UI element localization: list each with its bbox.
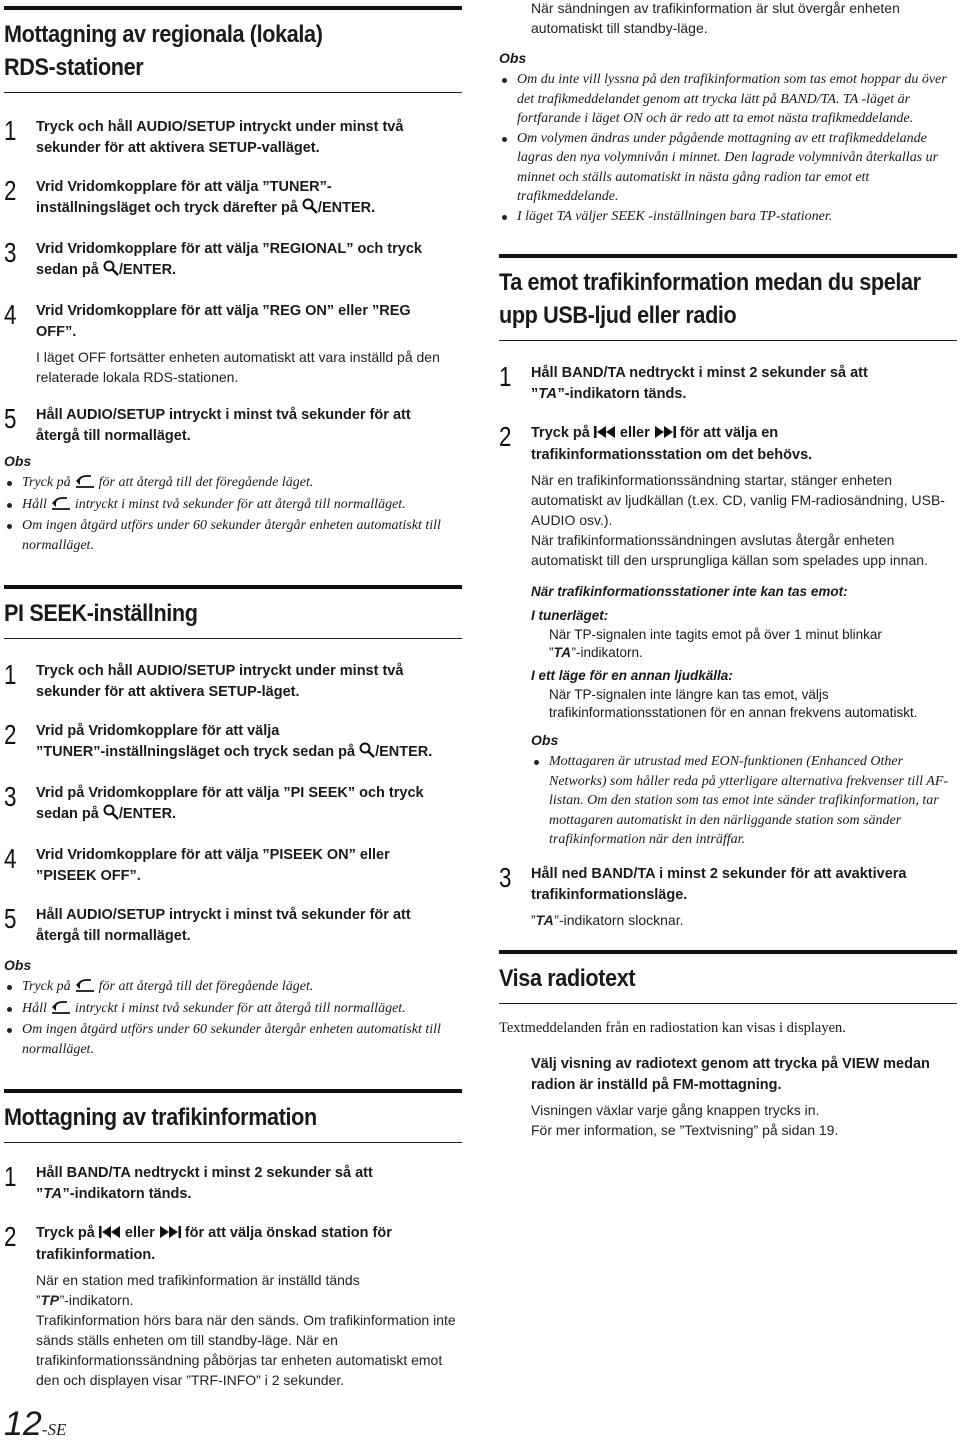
obs-label: Obs [4,453,32,469]
step-text: ”TUNER”-inställningsläget och tryck sedan på /ENTER. [36,742,462,765]
step-text: inställningsläget och tryck därefter på /ENTER. [36,198,462,221]
step-5 [4,905,462,947]
step-text: Vrid på Vridomkopplare för att välja [36,723,280,739]
continued-text: När sändningen av trafikinformation är slut övergår enheten automatiskt till standby-läge. [531,0,900,36]
step-3 [4,239,462,283]
section-rule [4,1089,462,1093]
skip-next-icon [159,1224,181,1245]
step-note: När en station med trafikinformation är inställd tänds [36,1272,360,1288]
ta-indicator: TA [538,386,558,402]
step-number: 5 [4,903,17,934]
obs-list [499,70,957,226]
list-item: Tryck på för att återgå till det föregående läget. [4,473,462,495]
step-1 [4,1163,462,1205]
list-item: Om volymen ändras under pågående mottagning av ett trafikmeddelande lagras den nya volymnivån i minnet. Den lagrade volymnivån återkallas ur minnet och ställs automatiskt in nästa gång radion tar emot ett trafikmeddelande. [499,129,957,207]
back-arrow-icon [51,496,71,517]
step-3 [4,783,462,827]
back-arrow-icon [75,978,95,999]
step-number: 3 [4,237,17,268]
step-text: Håll BAND/TA nedtryckt i minst 2 sekunder så att [531,365,868,381]
subheading: I ett läge för en annan ljudkälla: [531,668,733,683]
step-text: Tryck och håll AUDIO/SETUP intryckt under minst två [36,663,404,679]
step-note: För mer information, se ”Textvisning” på sidan 19. [531,1121,839,1138]
step-text: Vrid Vridomkopplare för att välja ”TUNER”- [36,179,332,195]
left-column [4,0,462,1390]
step-note: ”TA”-indikatorn slocknar. [531,911,684,928]
right-column [499,0,957,1140]
section-title-radiotext: Visa radiotext [499,964,636,992]
section-rule [4,6,462,10]
back-arrow-icon [75,474,95,495]
step-1 [499,363,957,405]
step-2 [4,1223,462,1390]
step-note: Trafikinformation hörs bara när den sänds. Om trafikinformation inte sänds ställs enheten om till standby-läge. När en trafikinformationssändning påbörjas tar enheten automatiskt emot den och displayen visar ”TRF-INFO” i 2 sekunder. [36,1312,456,1388]
step-5 [4,405,462,447]
list-item: Om ingen åtgärd utförs under 60 sekunder återgår enheten automatiskt till normalläget. [4,516,462,555]
step-number: 3 [4,781,17,812]
step-text: ”PISEEK OFF”. [36,868,141,884]
section-title-usb-traffic: Ta emot trafikinformation medan du spelar upp USB-ljud eller radio [499,269,921,329]
step-text: ”TA”-indikatorn tänds. [531,386,687,402]
tp-indicator: TP [40,1292,60,1308]
step-2 [4,177,462,221]
step-text: Vrid Vridomkopplare för att välja ”REGIONAL” och tryck [36,241,422,257]
step-1 [4,661,462,703]
step-text: radion är inställd på FM-mottagning. [531,1076,782,1093]
step-text: sedan på /ENTER. [36,260,462,283]
step-text: sekunder för att aktivera SETUP-valläget. [36,140,320,156]
step-number: 1 [4,1161,17,1192]
list-item: Håll intryckt i minst två sekunder för att återgå till normalläget. [4,999,462,1021]
search-icon [103,804,119,827]
step-number: 3 [499,861,512,893]
section-underline [499,340,957,341]
step-text: sekunder för att aktivera SETUP-läget. [36,684,300,700]
section-title-regional: Mottagning av regionala (lokala) RDS-stationer [4,21,323,81]
step-2 [499,423,957,850]
skip-previous-icon [99,1224,121,1245]
step-text: Vrid Vridomkopplare för att välja ”PISEEK ON” eller [36,847,390,863]
intro-text: Textmeddelanden från en radiostation kan visas i displayen. [499,1019,846,1036]
list-item: Om ingen åtgärd utförs under 60 sekunder återgår enheten automatiskt till normalläget. [4,1020,462,1059]
obs-label: Obs [4,957,32,973]
ta-indicator: TA [535,911,555,928]
list-item: Om du inte vill lyssna på den trafikinformation som tas emot hoppar du över det trafikmeddelandet genom att trycka lätt på BAND/TA. TA -läget är fortfarande i läget ON och är redo att ta emot nästa trafikmeddelande. [499,70,957,129]
step-text: Vrid på Vridomkopplare för att välja ”PI SEEK” och tryck [36,785,424,801]
section-rule [499,254,957,258]
page-number: 12-SE [4,1405,67,1443]
step-single [499,1054,957,1140]
step-note: Visningen växlar varje gång knappen trycks in. [531,1101,820,1118]
obs-list [531,752,957,850]
step-number: 2 [4,719,17,750]
section-title-piseek: PI SEEK-inställning [4,600,198,627]
step-text: Tryck på eller för att välja önskad station för [36,1223,462,1245]
step-text: trafikinformationsstation om det behövs. [531,447,813,463]
search-icon [359,742,375,765]
subheading: När trafikinformationsstationer inte kan tas emot: [531,584,848,599]
obs-label: Obs [531,732,559,748]
step-text: trafikinformationsläge. [531,886,688,903]
section-rule [499,950,957,954]
sub-text: När TP-signalen inte tagits emot på över 1 minut blinkar ”TA”-indikatorn. [549,627,882,660]
step-text: Tryck och håll AUDIO/SETUP intryckt under minst två [36,119,404,135]
step-number: 5 [4,403,17,434]
search-icon [103,260,119,283]
ta-indicator: TA [553,645,572,660]
obs-label: Obs [499,50,527,66]
step-number: 4 [4,299,17,330]
step-number: 2 [4,175,17,206]
step-text: återgå till normalläget. [36,928,191,944]
step-number: 2 [499,421,512,452]
step-text: Håll ned BAND/TA i minst 2 sekunder för att avaktivera [531,865,907,882]
section-title-traffic: Mottagning av trafikinformation [4,1104,317,1131]
step-text: Håll BAND/TA nedtryckt i minst 2 sekunder så att [36,1165,373,1181]
obs-list [4,977,462,1059]
step-text: ”TA”-indikatorn tänds. [36,1186,192,1202]
step-note: När trafikinformationssändningen avslutas återgår enheten automatiskt till den ursprungliga källan som spelades upp innan. [531,532,928,568]
search-icon [302,198,318,221]
step-4 [4,301,462,387]
step-1 [4,117,462,159]
step-text: trafikinformation. [36,1247,156,1263]
step-4 [4,845,462,887]
step-number: 1 [4,659,17,690]
list-item: Håll intryckt i minst två sekunder för att återgå till normalläget. [4,495,462,517]
section-underline [4,638,462,639]
step-2 [4,721,462,765]
step-note: ”TP”-indikatorn. [36,1292,134,1308]
step-3 [499,861,957,930]
list-item: I läget TA väljer SEEK -inställningen bara TP-stationer. [499,207,957,227]
section-underline [4,92,462,93]
step-number: 1 [4,115,17,146]
sub-text: När TP-signalen inte längre kan tas emot, väljs trafikinformationsstationen för en annan frekvens automatiskt. [549,687,918,720]
step-text: Vrid Vridomkopplare för att välja ”REG ON” eller ”REG [36,303,411,319]
obs-list [4,473,462,555]
step-text: Håll AUDIO/SETUP intryckt i minst två sekunder för att [36,407,411,423]
step-text: Tryck på eller för att välja en [531,423,957,445]
step-note: I läget OFF fortsätter enheten automatiskt att vara inställd på den relaterade lokala RDS-stationen. [36,349,440,385]
step-text: sedan på /ENTER. [36,804,462,827]
skip-previous-icon [594,424,616,445]
section-underline [4,1142,462,1143]
step-text: Håll AUDIO/SETUP intryckt i minst två sekunder för att [36,907,411,923]
step-text: Välj visning av radiotext genom att trycka på VIEW medan [531,1055,930,1072]
step-text: återgå till normalläget. [36,428,191,444]
step-text: OFF”. [36,324,77,340]
section-rule [4,585,462,589]
step-number: 1 [499,361,512,392]
list-item: Tryck på för att återgå till det föregående läget. [4,977,462,999]
list-item: Mottagaren är utrustad med EON-funktionen (Enhanced Other Networks) som håller reda på ytterligare alternativa frekvenser till AF-listan. Om den station som tas emot inte sänder trafikinformation, tar mottagaren automatiskt in den närliggande station som sänder trafikinformation när den inträffar. [531,752,957,850]
skip-next-icon [654,424,676,445]
step-number: 2 [4,1221,17,1252]
section-underline [499,1003,957,1004]
step-note: När en trafikinformationssändning startar, stänger enheten automatiskt av ljudkällan (t.ex. CD, vanlig FM-radiosändning, USB-AUDIO osv.). [531,472,945,528]
step-number: 4 [4,843,17,874]
subheading: I tunerläget: [531,608,609,623]
back-arrow-icon [51,1000,71,1021]
ta-indicator: TA [43,1186,63,1202]
